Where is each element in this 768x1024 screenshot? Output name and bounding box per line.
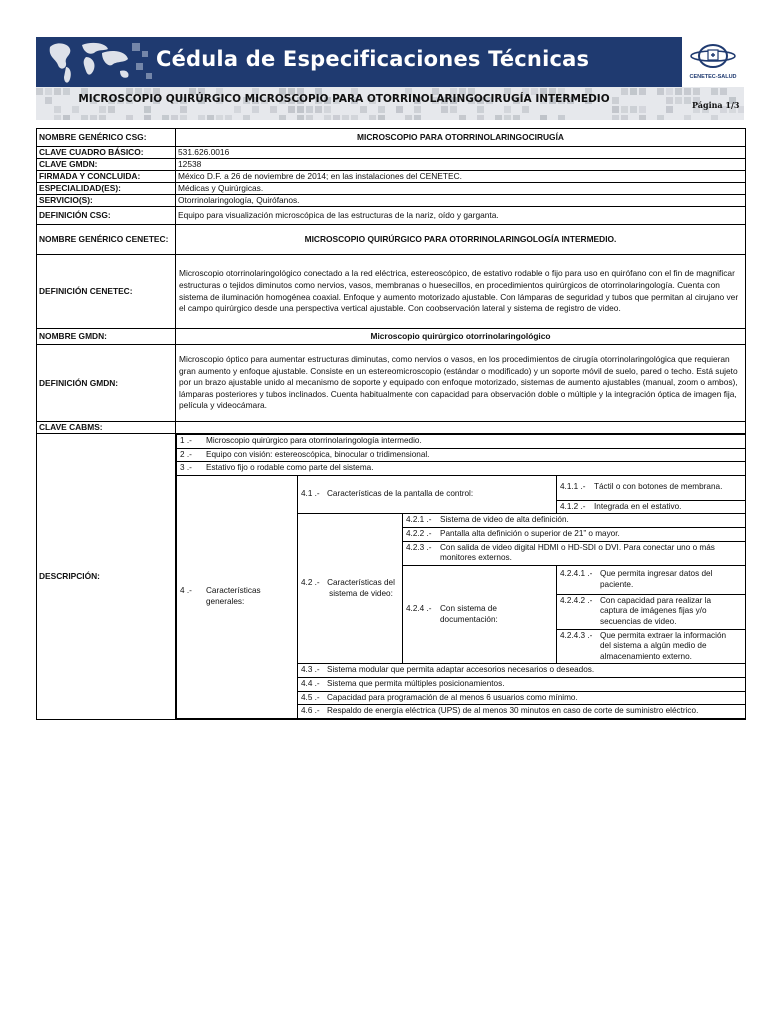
item-4-5-text: Capacidad para programación de al menos 6 usuarios como mínimo. <box>327 692 578 702</box>
mosaic-cell <box>495 115 502 120</box>
mosaic-cell <box>657 115 664 120</box>
item-4-2-4-2-number: 4.2.4.2 .- <box>560 595 593 605</box>
mosaic-cell <box>252 106 259 113</box>
mosaic-cell <box>99 106 106 113</box>
value-definicion-gmdn: Microscopio óptico para aumentar estructuras diminutas, como nervios o vasos, en los procedimientos de cirugía otorrinolaringológica que requieran gran aumento y enfoque ajustable. Consiste en un estereomicroscopio (estándar o modificado) y un soporte móvil de suelo, pared o techo. Está sujeto por un brazo ajustable unido al mecanismo de soporte y equipado con enfoque motorizado, sistemas de aumento ajustables (manual, zoom o ambos), lámparas posteriores y tubos inclinados. Cuenta habitualmente con capacidad para observación doble o múltiple y la integración óptica de imagen fija, película y videocámara. <box>176 345 746 422</box>
item-4-2-4-text: Con sistema de documentación: <box>440 603 498 624</box>
item-4-4-text: Sistema que permita múltiples posicionamientos. <box>327 678 505 688</box>
item-4-text: Características generales: <box>206 586 261 606</box>
mosaic-cell <box>441 106 448 113</box>
mosaic-cell <box>198 115 205 120</box>
mosaic-cell <box>72 106 79 113</box>
mosaic-cell <box>522 106 529 113</box>
mosaic-cell <box>513 115 520 120</box>
item-2-text: Equipo con visión: estereoscópica, binocular o tridimensional. <box>206 449 430 459</box>
label-definicion-cenetec: DEFINICIÓN CENETEC: <box>37 255 176 329</box>
item-3-number: 3 .- <box>180 463 192 473</box>
mosaic-cell <box>288 106 295 113</box>
mosaic-cell <box>360 106 367 113</box>
item-4-2-2-text: Pantalla alta definición o superior de 21” o mayor. <box>440 528 620 538</box>
descripcion-cell <box>176 434 746 720</box>
mosaic-cell <box>477 106 484 113</box>
cenetec-logo <box>682 37 744 87</box>
mosaic-cell <box>324 115 331 120</box>
item-4-cell <box>177 475 298 718</box>
item-4-2-1-text: Sistema de video de alta definición. <box>440 515 569 525</box>
item-4-1-cell <box>298 475 557 514</box>
mosaic-cell <box>684 88 691 95</box>
mosaic-cell <box>54 106 61 113</box>
value-definicion-cenetec: Microscopio otorrinolaringológico conectado a la red eléctrica, estereoscópico, de estativo rodable o fijo para uso en quirófano con el fin de magnificar estructuras o tejidos diminutos como nervios, vasos, membranas o huesecillos, en procedimientos quirúrgicos de otorrinolaringología. Cuenta con sistema de iluminación homogénea coaxial. Enfoque y aumento motorizado ajustable. Con lámparas de seguridad y tubos que permitan al cirujano ver el campo quirúrgico desde una perspectiva vertical ajustable. Con coobservación lateral y sistema de registro de video. <box>176 255 746 329</box>
item-4-2-4-cell <box>403 565 557 664</box>
item-4-2-text: Características del sistema de video: <box>327 578 395 598</box>
item-4-2-3-number: 4.2.3 .- <box>406 542 432 552</box>
value-definicion-csg: Equipo para visualización microscópica de las estructuras de la nariz, oído y garganta. <box>176 207 746 225</box>
mosaic-cell <box>81 115 88 120</box>
item-4-1-1-number: 4.1.1 .- <box>560 482 586 492</box>
mosaic-cell <box>270 106 277 113</box>
descripcion-table <box>176 434 746 719</box>
mosaic-cell <box>243 115 250 120</box>
mosaic-cell <box>711 115 718 120</box>
spec-table <box>36 128 746 720</box>
item-4-number: 4 .- <box>180 586 192 596</box>
value-servicio: Otorrinolaringología, Quirófanos. <box>176 195 746 207</box>
mosaic-cell <box>297 115 304 120</box>
mosaic-cell <box>621 106 628 113</box>
mosaic-cell <box>144 115 151 120</box>
mosaic-cell <box>342 115 349 120</box>
equipment-subtitle: MICROSCOPIO QUIRÚRGICO MICROSCOPIO PARA OTORRINOLARINGOCIRUGÍA INTERMEDIO <box>78 93 610 105</box>
mosaic-cell <box>414 115 421 120</box>
mosaic-cell <box>306 115 313 120</box>
mosaic-cell <box>297 106 304 113</box>
item-4-2-2-number: 4.2.2 .- <box>406 528 432 538</box>
item-4-2-number: 4.2 .- <box>301 578 320 588</box>
list-item <box>177 435 746 449</box>
mosaic-cell <box>657 88 664 95</box>
mosaic-cell <box>216 115 223 120</box>
item-4-6-number: 4.6 .- <box>301 706 320 716</box>
mosaic-cell <box>108 106 115 113</box>
label-clave-cuadro-basico: CLAVE CUADRO BÁSICO: <box>37 147 176 159</box>
mosaic-cell <box>504 115 511 120</box>
mosaic-cell <box>675 97 682 104</box>
mosaic-cell <box>351 115 358 120</box>
mosaic-cell <box>99 115 106 120</box>
mosaic-cell <box>684 97 691 104</box>
label-clave-gmdn: CLAVE GMDN: <box>37 159 176 171</box>
mosaic-cell <box>450 106 457 113</box>
label-especialidad: ESPECIALIDAD(ES): <box>37 183 176 195</box>
mosaic-cell <box>171 115 178 120</box>
label-nombre-gmdn: NOMBRE GMDN: <box>37 329 176 345</box>
mosaic-cell <box>639 106 646 113</box>
mosaic-cell <box>180 115 187 120</box>
mosaic-cell <box>279 115 286 120</box>
mosaic-cell <box>378 115 385 120</box>
mosaic-cell <box>54 115 61 120</box>
mosaic-cell <box>225 115 232 120</box>
item-4-2-4-3-number: 4.2.4.3 .- <box>560 630 593 640</box>
header-banner <box>36 37 744 87</box>
list-item <box>177 448 746 462</box>
item-4-1-1-text: Táctil o con botones de membrana. <box>594 482 723 492</box>
label-firmada: FIRMADA Y CONCLUIDA: <box>37 171 176 183</box>
item-4-1-2-number: 4.1.2 .- <box>560 501 586 511</box>
label-nombre-generico-cenetec: NOMBRE GENÉRICO CENETEC: <box>37 225 176 255</box>
item-4-1-text: Características de la pantalla de control: <box>327 489 474 499</box>
mosaic-cell <box>126 115 133 120</box>
item-4-1-2-text: Integrada en el estativo. <box>594 501 682 511</box>
value-nombre-gmdn: Microscopio quirúrgico otorrinolaringológico <box>176 329 746 345</box>
item-4-2-4-3-text: Que permita extraer la información del sistema a algún medio de almacenamiento externo. <box>600 630 727 661</box>
item-3-text: Estativo fijo o rodable como parte del sistema. <box>206 463 374 473</box>
item-4-6-text: Respaldo de energía eléctrica (UPS) de al menos 30 minutos en caso de corte de suministro eléctrico. <box>327 706 699 716</box>
value-clave-cabms <box>176 422 746 434</box>
item-4-2-cell <box>298 514 403 664</box>
mosaic-cell <box>540 115 547 120</box>
mosaic-cell <box>414 106 421 113</box>
mosaic-cell <box>684 115 691 120</box>
item-4-2-1-number: 4.2.1 .- <box>406 515 432 525</box>
mosaic-cell <box>234 106 241 113</box>
mosaic-cell <box>639 115 646 120</box>
value-nombre-generico-cenetec: MICROSCOPIO QUIRÚRGICO PARA OTORRINOLARINGOLOGÍA INTERMEDIO. <box>176 225 746 255</box>
mosaic-cell <box>693 88 700 95</box>
value-clave-cuadro-basico: 531.626.0016 <box>176 147 746 159</box>
item-1-number: 1 .- <box>180 436 192 445</box>
item-4-2-4-number: 4.2.4 .- <box>406 603 432 613</box>
label-nombre-generico-csg: NOMBRE GENÉRICO CSG: <box>37 129 176 147</box>
mosaic-cell <box>630 106 637 113</box>
page-number: Página 1/3 <box>692 100 740 110</box>
mosaic-cell <box>396 106 403 113</box>
mosaic-cell <box>711 88 718 95</box>
label-servicio: SERVICIO(S): <box>37 195 176 207</box>
list-item <box>177 462 746 476</box>
page-title: Cédula de Especificaciones Técnicas <box>156 47 590 71</box>
world-map-icon <box>36 37 156 87</box>
item-4-2-4-2-text: Con capacidad para realizar la captura de imágenes fijas y/o secuencias de video. <box>600 595 712 626</box>
mosaic-cell <box>369 115 376 120</box>
mosaic-cell <box>162 115 169 120</box>
item-4-3-text: Sistema modular que permita adaptar accesorios necesarios o deseados. <box>327 665 595 675</box>
mosaic-cell <box>666 88 673 95</box>
mosaic-cell <box>207 115 214 120</box>
item-4-2-4-1-number: 4.2.4.1 .- <box>560 569 593 579</box>
value-especialidad: Médicas y Quirúrgicas. <box>176 183 746 195</box>
item-4-2-3-text: Con salida de video digital HDMI o HD-SDI o DVI. Para conectar uno o más monitores externos. <box>440 542 715 563</box>
mosaic-cell <box>180 106 187 113</box>
value-firmada: México D.F. a 26 de noviembre de 2014; en las instalaciones del CENETEC. <box>176 171 746 183</box>
row-nombre-generico-csg <box>37 129 746 147</box>
label-descripcion: DESCRIPCIÓN: <box>37 434 176 720</box>
item-4-4-number: 4.4 .- <box>301 678 320 688</box>
mosaic-cell <box>90 115 97 120</box>
label-definicion-csg: DEFINICIÓN CSG: <box>37 207 176 225</box>
logo-caption: CENETEC-SALUD <box>689 74 737 80</box>
value-clave-gmdn: 12538 <box>176 159 746 171</box>
mosaic-cell <box>621 115 628 120</box>
mosaic-cell <box>675 88 682 95</box>
mosaic-cell <box>558 115 565 120</box>
mosaic-cell <box>324 106 331 113</box>
cenetec-logo-icon <box>682 37 744 75</box>
value-nombre-generico-csg: MICROSCOPIO PARA OTORRINOLARINGOCIRUGÍA <box>176 129 746 147</box>
mosaic-cell <box>405 115 412 120</box>
mosaic-cell <box>378 106 385 113</box>
mosaic-cell <box>720 88 727 95</box>
label-clave-cabms: CLAVE CABMS: <box>37 422 176 434</box>
mosaic-cell <box>315 106 322 113</box>
item-2-number: 2 .- <box>180 449 192 459</box>
mosaic-cell <box>612 106 619 113</box>
mosaic-cell <box>666 106 673 113</box>
mosaic-cell <box>306 106 313 113</box>
mosaic-cell <box>459 115 466 120</box>
mosaic-cell <box>666 97 673 104</box>
item-4-5-number: 4.5 .- <box>301 692 320 702</box>
mosaic-cell <box>63 115 70 120</box>
mosaic-cell <box>144 106 151 113</box>
mosaic-cell <box>333 115 340 120</box>
item-1-text: Microscopio quirúrgico para otorrinolaringología intermedio. <box>206 436 422 445</box>
mosaic-cell <box>477 115 484 120</box>
mosaic-cell <box>612 115 619 120</box>
item-4-1-number: 4.1 .- <box>301 489 320 499</box>
item-4-2-4-1-text: Que permita ingresar datos del paciente. <box>600 569 713 589</box>
label-definicion-gmdn: DEFINICIÓN GMDN: <box>37 345 176 422</box>
mosaic-cell <box>504 106 511 113</box>
item-4-3-number: 4.3 .- <box>301 665 320 675</box>
